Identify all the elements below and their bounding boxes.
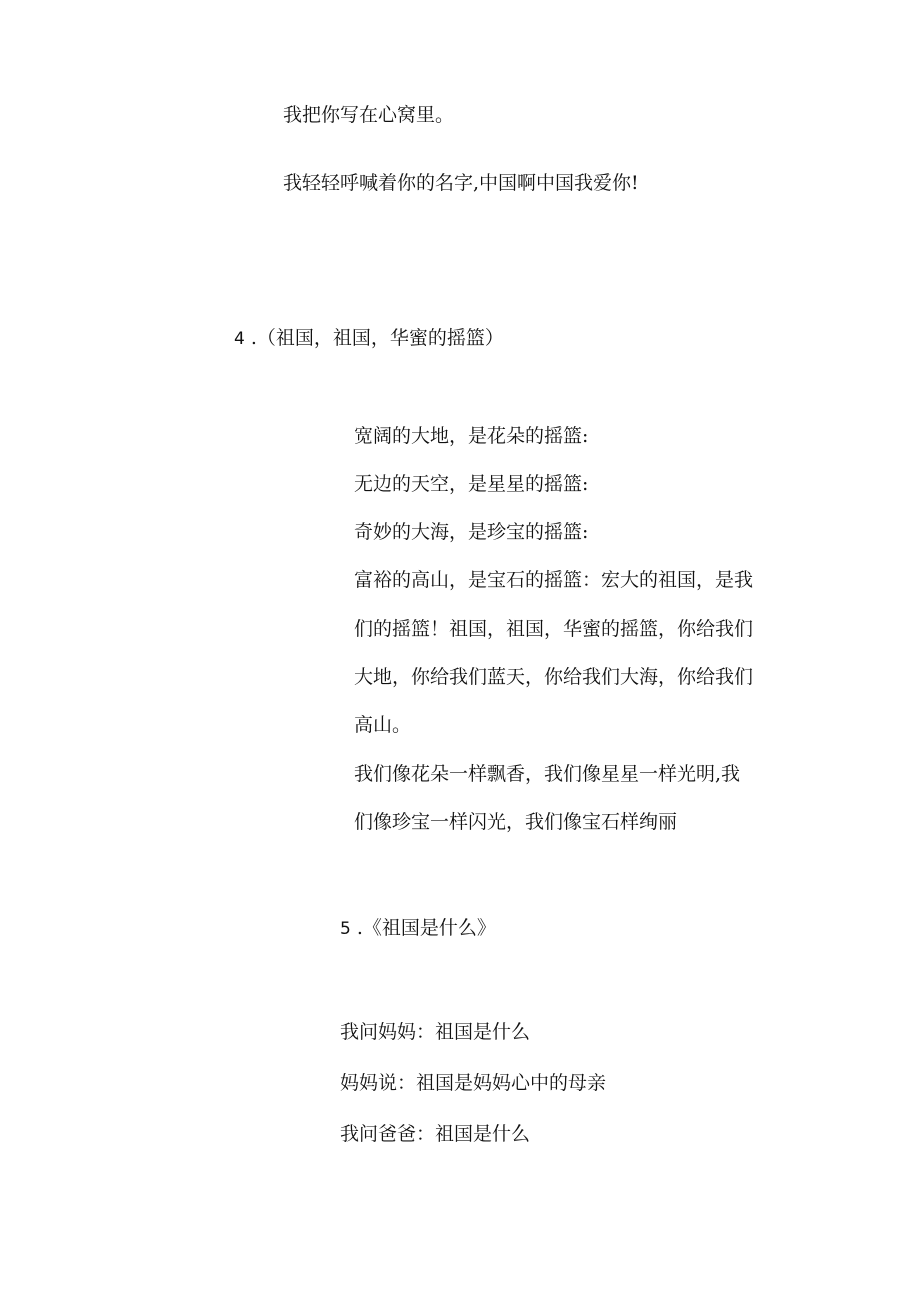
intro-line-1: 我把你写在心窝里。 xyxy=(283,104,455,126)
poem5-title: .《祖国是什么》 xyxy=(356,917,496,939)
poem4-line-1: 宽阔的大地，是花朵的摇篮: xyxy=(354,425,589,447)
poem5-number: 5 xyxy=(340,919,351,939)
poem4-line-7: 高山。 xyxy=(354,714,412,736)
poem5-line-1: 我问妈妈：祖国是什么 xyxy=(340,1021,531,1043)
poem4-line-2: 无边的天空，是星星的摇篮: xyxy=(354,473,589,495)
poem4-line-9: 们像珍宝一样闪光，我们像宝石样绚丽 xyxy=(354,811,678,833)
poem4-heading xyxy=(234,326,504,351)
poem4-line-6: 大地，你给我们蓝天，你给我们大海，你给我们 xyxy=(354,666,754,688)
poem4-number: 4 xyxy=(234,329,245,349)
poem4-title: .（祖国，祖国，华蜜的摇篮） xyxy=(250,327,504,349)
poem4-line-5: 们的摇篮！祖国，祖国，华蜜的摇篮，你给我们 xyxy=(354,618,754,640)
poem4-line-8: 我们像花朵一样飘香，我们像星星一样光明,我 xyxy=(354,763,741,785)
poem5-line-3: 我问爸爸：祖国是什么 xyxy=(340,1123,531,1145)
intro-line-2: 我轻轻呼喊着你的名字,中国啊中国我爱你! xyxy=(283,172,639,194)
poem4-line-3: 奇妙的大海，是珍宝的摇篮: xyxy=(354,521,589,543)
poem5-line-2: 妈妈说：祖国是妈妈心中的母亲 xyxy=(340,1072,607,1094)
poem4-line-4: 富裕的高山，是宝石的摇篮：宏大的祖国，是我 xyxy=(354,569,754,591)
poem5-heading xyxy=(340,916,496,941)
